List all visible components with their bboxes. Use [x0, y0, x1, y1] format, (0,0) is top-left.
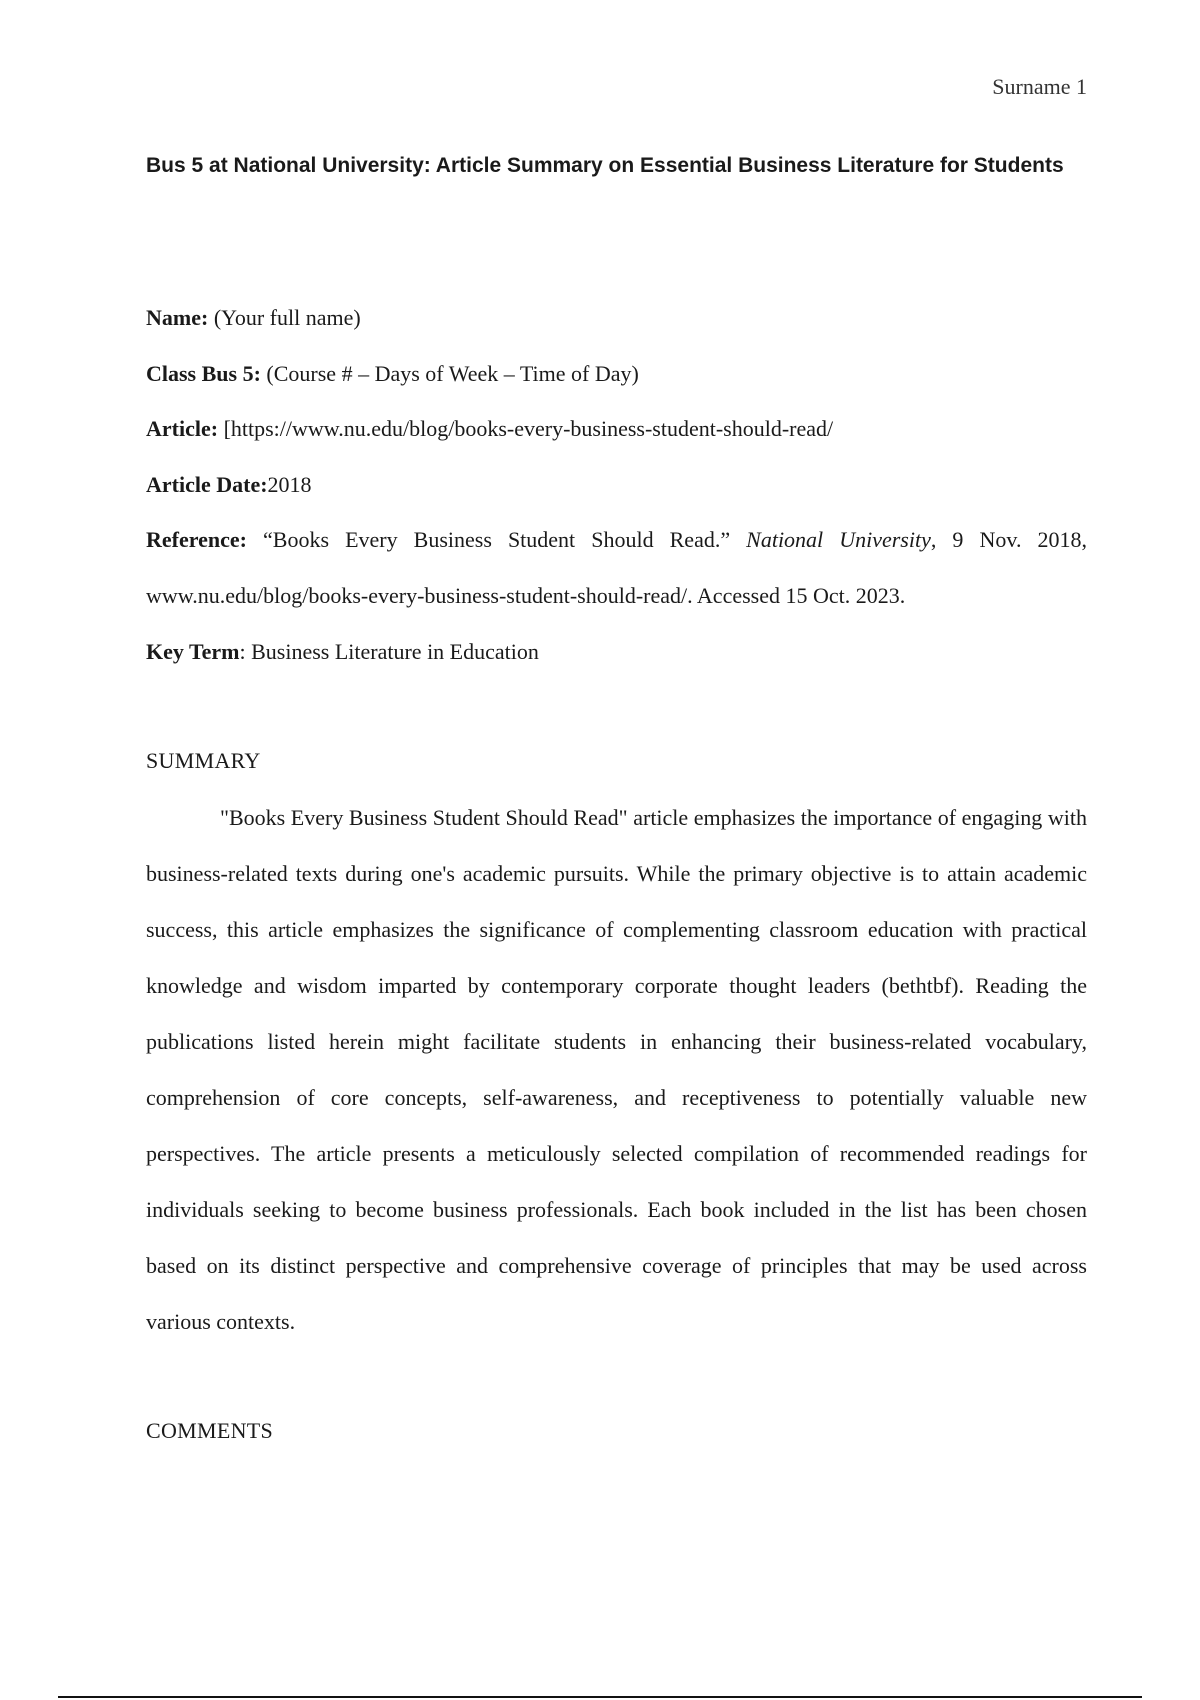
metadata-block — [146, 290, 1087, 680]
document-title: Bus 5 at National University: Article Summary on Essential Business Literature for Students — [146, 154, 1064, 177]
summary-paragraph: "Books Every Business Student Should Read" article emphasizes the importance of engaging with business-related texts during one's academic pursuits. While the primary objective is to attain academic success, this article emphasizes the significance of complementing classroom education with practical knowledge and wisdom imparted by contemporary corporate thought leaders (bethtbf). Reading the publications listed herein might facilitate students in enhancing their business-related vocabulary, comprehension of core concepts, self-awareness, and receptiveness to potentially valuable new perspectives. The article presents a meticulously selected compilation of recommended readings for individuals seeking to become business professionals. Each book included in the list has been chosen based on its distinct perspective and comprehensive coverage of principles that may be used across various contexts. — [146, 805, 1087, 1334]
name-line — [146, 290, 1087, 346]
article-url: [https://www.nu.edu/blog/books-every-business-student-should-read/ — [218, 416, 834, 441]
class-label: Class Bus 5: — [146, 360, 261, 386]
key-term-value: : Business Literature in Education — [239, 639, 539, 664]
comments-heading: COMMENTS — [146, 1418, 274, 1443]
key-term-line — [146, 624, 1087, 680]
class-line — [146, 346, 1087, 402]
article-line — [146, 401, 1087, 457]
summary-heading: SUMMARY — [146, 748, 261, 773]
article-date-value: 2018 — [267, 471, 312, 497]
name-value: (Your full name) — [208, 305, 361, 330]
reference-text-end: , 9 Nov. 2018, www.nu.edu/blog/books-every-business-student-should-read/. Accessed 15 Oct. 2023. — [146, 527, 1087, 608]
name-label: Name: — [146, 305, 209, 330]
article-date-label: Article Date: — [146, 471, 268, 497]
class-value: (Course # – Days of Week – Time of Day) — [260, 360, 639, 386]
reference-label: Reference: — [146, 527, 247, 552]
article-date-line — [146, 457, 1087, 513]
footer-divider — [58, 1696, 1142, 1698]
article-label: Article: — [146, 416, 219, 441]
reference-text-start: “Books Every Business Student Should Read.” — [246, 527, 747, 552]
reference-publisher: National University — [746, 527, 931, 552]
key-term-label: Key Term — [146, 639, 240, 664]
reference-block — [146, 512, 1087, 624]
page-header-label: Surname 1 — [992, 74, 1087, 99]
